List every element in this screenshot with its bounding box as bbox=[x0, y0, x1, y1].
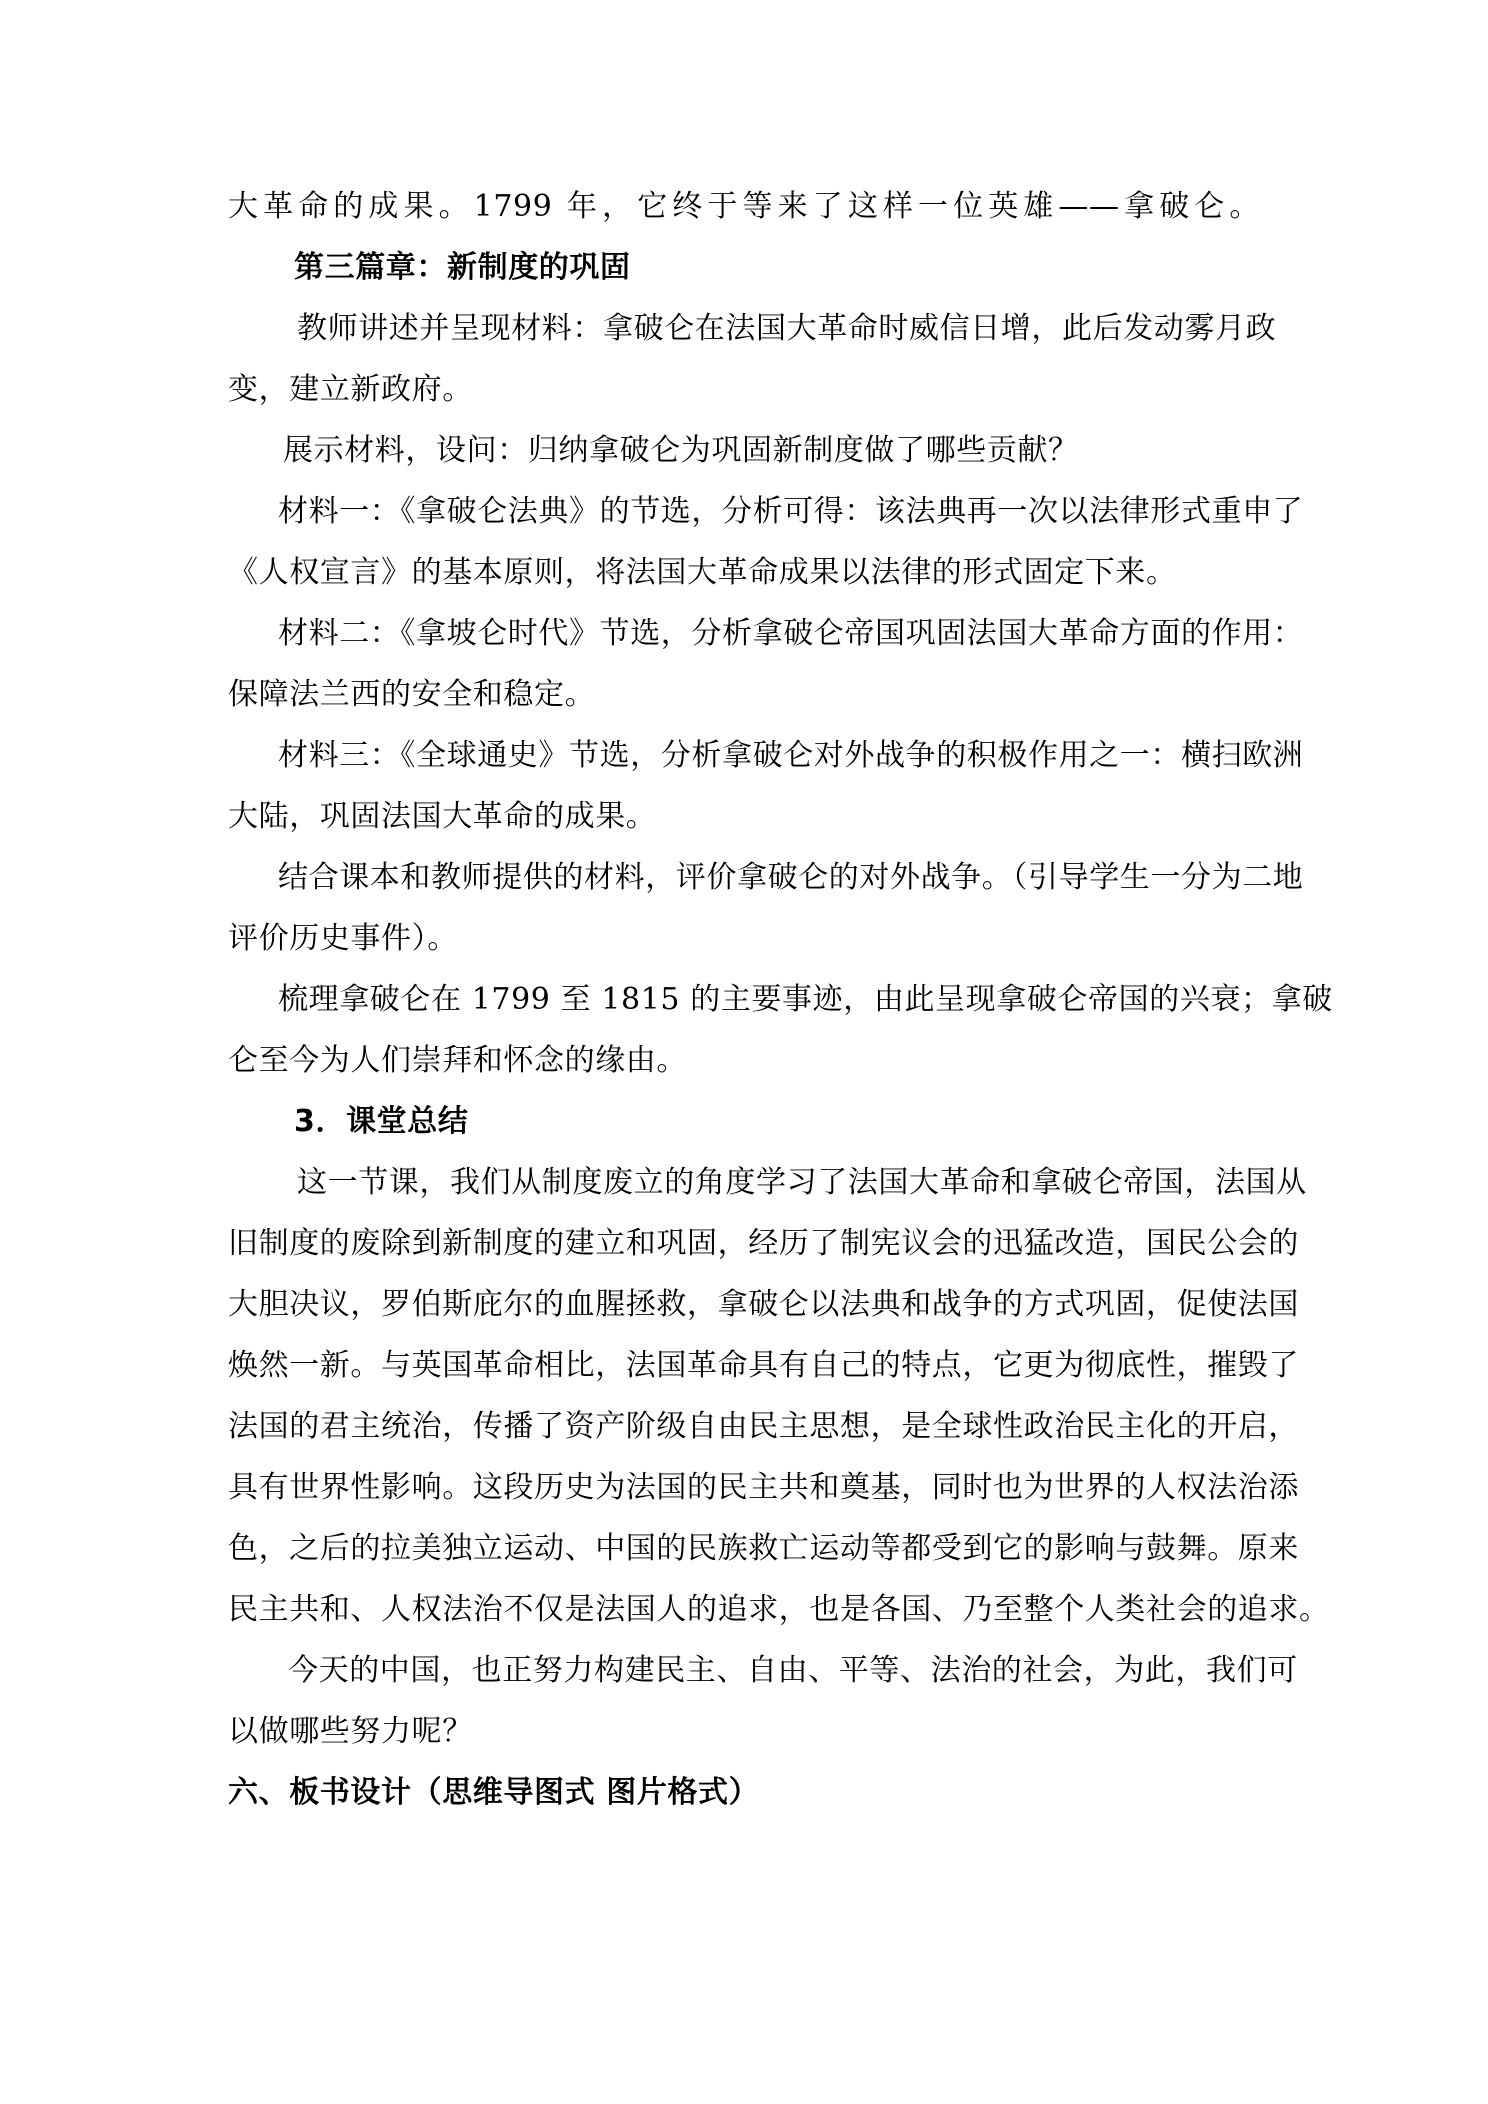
section-heading: 3．课堂总结 bbox=[294, 1104, 469, 1139]
paragraph-line: 旧制度的废除到新制度的建立和巩固，经历了制宪议会的迅猛改造，国民公会的 bbox=[228, 1226, 1299, 1261]
paragraph-line: 教师讲述并呈现材料：拿破仑在法国大革命时威信日增，此后发动雾月政 bbox=[297, 311, 1277, 346]
paragraph-line: 材料二：《拿坡仑时代》节选，分析拿破仑帝国巩固法国大革命方面的作用： bbox=[278, 616, 1304, 651]
paragraph-line: 焕然一新。与英国革命相比，法国革命具有自己的特点，它更为彻底性，摧毁了 bbox=[228, 1348, 1299, 1383]
paragraph-line: 法国的君主统治，传播了资产阶级自由民主思想，是全球性政治民主化的开启， bbox=[228, 1409, 1299, 1444]
paragraph-line: 材料三：《全球通史》节选，分析拿破仑对外战争的积极作用之一：横扫欧洲 bbox=[278, 738, 1304, 773]
paragraph-line: 评价历史事件）。 bbox=[228, 921, 458, 956]
paragraph-line: 大胆决议，罗伯斯庇尔的血腥拯救，拿破仑以法典和战争的方式巩固，促使法国 bbox=[228, 1287, 1299, 1322]
paragraph-line: 色，之后的拉美独立运动、中国的民族救亡运动等都受到它的影响与鼓舞。原来 bbox=[228, 1531, 1299, 1566]
paragraph-line: 大陆，巩固法国大革命的成果。 bbox=[228, 799, 657, 834]
paragraph-line: 材料一：《拿破仑法典》的节选，分析可得：该法典再一次以法律形式重申了 bbox=[278, 494, 1304, 529]
paragraph-line: 仑至今为人们崇拜和怀念的缘由。 bbox=[228, 1043, 687, 1078]
paragraph-line: 《人权宣言》的基本原则，将法国大革命成果以法律的形式固定下来。 bbox=[228, 555, 1177, 590]
paragraph-line: 今天的中国，也正努力构建民主、自由、平等、法治的社会，为此，我们可 bbox=[288, 1653, 1298, 1688]
paragraph-line: 变，建立新政府。 bbox=[228, 372, 473, 407]
paragraph-line: 民主共和、人权法治不仅是法国人的追求，也是各国、乃至整个人类社会的追求。 bbox=[228, 1592, 1330, 1627]
paragraph-line: 保障法兰西的安全和稳定。 bbox=[228, 677, 596, 712]
document-body bbox=[228, 176, 1333, 1823]
paragraph-line: 大革命的成果。1799 年，它终于等来了这样一位英雄——拿破仑。 bbox=[228, 189, 1260, 224]
paragraph-line: 梳理拿破仑在 1799 至 1815 的主要事迹，由此呈现拿破仑帝国的兴衰；拿破 bbox=[278, 982, 1333, 1017]
paragraph-line: 结合课本和教师提供的材料，评价拿破仑的对外战争。（引导学生一分为二地 bbox=[278, 860, 1304, 895]
paragraph-line: 这一节课，我们从制度废立的角度学习了法国大革命和拿破仑帝国，法国从 bbox=[297, 1165, 1307, 1200]
paragraph-line: 以做哪些努力呢？ bbox=[228, 1714, 473, 1749]
paragraph-line: 展示材料，设问：归纳拿破仑为巩固新制度做了哪些贡献？ bbox=[283, 433, 1079, 468]
section-heading: 第三篇章：新制度的巩固 bbox=[294, 250, 631, 285]
paragraph-line: 具有世界性影响。这段历史为法国的民主共和奠基，同时也为世界的人权法治添 bbox=[228, 1470, 1299, 1505]
section-heading: 六、板书设计（思维导图式 图片格式） bbox=[228, 1775, 760, 1810]
